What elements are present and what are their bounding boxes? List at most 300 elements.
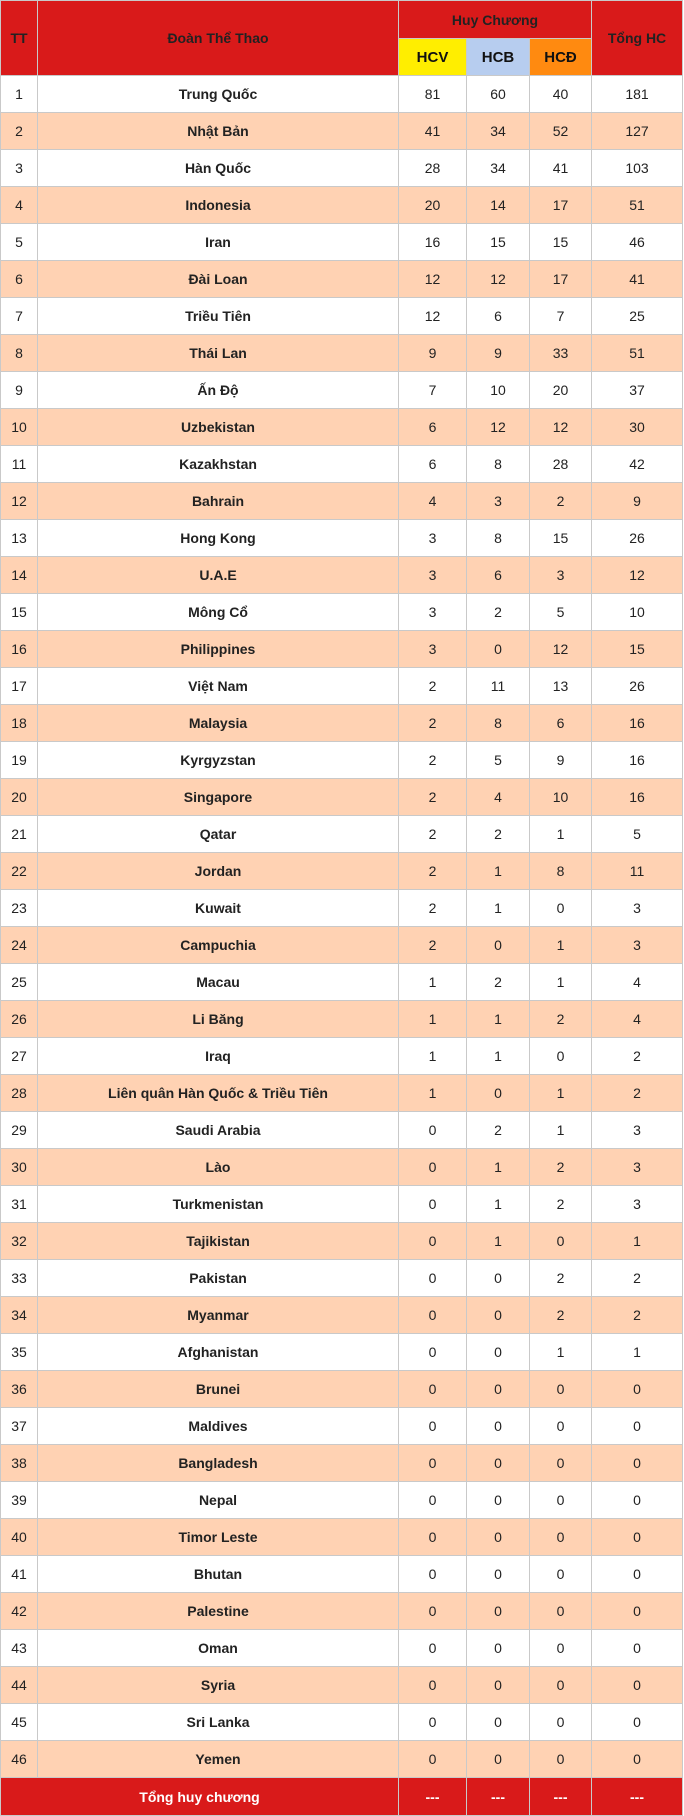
gold-count-cell: 0 bbox=[399, 1260, 467, 1297]
header-hcb: HCB bbox=[467, 39, 530, 76]
gold-count-cell: 20 bbox=[399, 187, 467, 224]
table-row bbox=[1, 187, 683, 224]
table-row bbox=[1, 1593, 683, 1630]
gold-count-cell: 1 bbox=[399, 964, 467, 1001]
team-name-cell: Myanmar bbox=[38, 1297, 399, 1334]
table-row bbox=[1, 705, 683, 742]
header-total: Tổng HC bbox=[592, 1, 683, 76]
bronze-count-cell: 13 bbox=[530, 668, 592, 705]
team-name-cell: Palestine bbox=[38, 1593, 399, 1630]
team-name-cell: Việt Nam bbox=[38, 668, 399, 705]
silver-count-cell: 60 bbox=[467, 76, 530, 113]
table-row bbox=[1, 76, 683, 113]
bronze-count-cell: 1 bbox=[530, 816, 592, 853]
bronze-count-cell: 2 bbox=[530, 483, 592, 520]
bronze-count-cell: 0 bbox=[530, 1704, 592, 1741]
silver-count-cell: 1 bbox=[467, 1223, 530, 1260]
rank-cell: 17 bbox=[1, 668, 38, 705]
table-row bbox=[1, 446, 683, 483]
gold-count-cell: 3 bbox=[399, 631, 467, 668]
team-name-cell: Brunei bbox=[38, 1371, 399, 1408]
rank-cell: 32 bbox=[1, 1223, 38, 1260]
silver-count-cell: 0 bbox=[467, 1482, 530, 1519]
table-row bbox=[1, 1519, 683, 1556]
bronze-count-cell: 0 bbox=[530, 1445, 592, 1482]
table-row bbox=[1, 1482, 683, 1519]
rank-cell: 36 bbox=[1, 1371, 38, 1408]
silver-count-cell: 0 bbox=[467, 1519, 530, 1556]
bronze-count-cell: 12 bbox=[530, 631, 592, 668]
silver-count-cell: 1 bbox=[467, 853, 530, 890]
total-count-cell: 16 bbox=[592, 779, 683, 816]
total-count-cell: 3 bbox=[592, 1149, 683, 1186]
bronze-count-cell: 52 bbox=[530, 113, 592, 150]
bronze-count-cell: 0 bbox=[530, 1556, 592, 1593]
team-name-cell: Liên quân Hàn Quốc & Triều Tiên bbox=[38, 1075, 399, 1112]
total-count-cell: 9 bbox=[592, 483, 683, 520]
total-count-cell: 30 bbox=[592, 409, 683, 446]
table-row bbox=[1, 742, 683, 779]
gold-count-cell: 0 bbox=[399, 1223, 467, 1260]
bronze-count-cell: 0 bbox=[530, 1630, 592, 1667]
team-name-cell: Syria bbox=[38, 1667, 399, 1704]
team-name-cell: Ấn Độ bbox=[38, 372, 399, 409]
gold-count-cell: 3 bbox=[399, 520, 467, 557]
rank-cell: 33 bbox=[1, 1260, 38, 1297]
silver-count-cell: 3 bbox=[467, 483, 530, 520]
silver-count-cell: 0 bbox=[467, 1260, 530, 1297]
table-row bbox=[1, 1556, 683, 1593]
rank-cell: 34 bbox=[1, 1297, 38, 1334]
bronze-count-cell: 0 bbox=[530, 1482, 592, 1519]
team-name-cell: Yemen bbox=[38, 1741, 399, 1778]
team-name-cell: Singapore bbox=[38, 779, 399, 816]
gold-count-cell: 2 bbox=[399, 816, 467, 853]
rank-cell: 35 bbox=[1, 1334, 38, 1371]
total-count-cell: 37 bbox=[592, 372, 683, 409]
header-medals: Huy Chương bbox=[399, 1, 592, 39]
gold-count-cell: 28 bbox=[399, 150, 467, 187]
silver-count-cell: 6 bbox=[467, 298, 530, 335]
table-row bbox=[1, 668, 683, 705]
gold-count-cell: 7 bbox=[399, 372, 467, 409]
table-row bbox=[1, 1704, 683, 1741]
bronze-count-cell: 6 bbox=[530, 705, 592, 742]
table-row bbox=[1, 1112, 683, 1149]
table-row bbox=[1, 890, 683, 927]
gold-count-cell: 2 bbox=[399, 668, 467, 705]
team-name-cell: Kuwait bbox=[38, 890, 399, 927]
total-count-cell: 41 bbox=[592, 261, 683, 298]
bronze-count-cell: 8 bbox=[530, 853, 592, 890]
bronze-count-cell: 1 bbox=[530, 1112, 592, 1149]
total-count-cell: 25 bbox=[592, 298, 683, 335]
rank-cell: 5 bbox=[1, 224, 38, 261]
table-row bbox=[1, 631, 683, 668]
team-name-cell: Kazakhstan bbox=[38, 446, 399, 483]
table-row bbox=[1, 779, 683, 816]
gold-count-cell: 0 bbox=[399, 1186, 467, 1223]
silver-count-cell: 0 bbox=[467, 1741, 530, 1778]
table-row bbox=[1, 1223, 683, 1260]
silver-count-cell: 15 bbox=[467, 224, 530, 261]
gold-count-cell: 2 bbox=[399, 705, 467, 742]
total-count-cell: 0 bbox=[592, 1556, 683, 1593]
team-name-cell: Sri Lanka bbox=[38, 1704, 399, 1741]
silver-count-cell: 12 bbox=[467, 261, 530, 298]
total-count-cell: 0 bbox=[592, 1445, 683, 1482]
footer-hcb: --- bbox=[467, 1778, 530, 1816]
silver-count-cell: 0 bbox=[467, 1371, 530, 1408]
rank-cell: 16 bbox=[1, 631, 38, 668]
silver-count-cell: 0 bbox=[467, 1297, 530, 1334]
table-row bbox=[1, 520, 683, 557]
bronze-count-cell: 0 bbox=[530, 1408, 592, 1445]
footer-hcv: --- bbox=[399, 1778, 467, 1816]
rank-cell: 20 bbox=[1, 779, 38, 816]
table-row bbox=[1, 483, 683, 520]
total-count-cell: 42 bbox=[592, 446, 683, 483]
table-row bbox=[1, 1038, 683, 1075]
rank-cell: 12 bbox=[1, 483, 38, 520]
silver-count-cell: 34 bbox=[467, 150, 530, 187]
rank-cell: 44 bbox=[1, 1667, 38, 1704]
gold-count-cell: 0 bbox=[399, 1408, 467, 1445]
silver-count-cell: 5 bbox=[467, 742, 530, 779]
team-name-cell: Trung Quốc bbox=[38, 76, 399, 113]
team-name-cell: Lào bbox=[38, 1149, 399, 1186]
gold-count-cell: 2 bbox=[399, 779, 467, 816]
header-team: Đoàn Thể Thao bbox=[38, 1, 399, 76]
team-name-cell: Iran bbox=[38, 224, 399, 261]
total-count-cell: 2 bbox=[592, 1038, 683, 1075]
total-count-cell: 103 bbox=[592, 150, 683, 187]
total-count-cell: 16 bbox=[592, 742, 683, 779]
gold-count-cell: 0 bbox=[399, 1556, 467, 1593]
team-name-cell: Triều Tiên bbox=[38, 298, 399, 335]
table-row bbox=[1, 372, 683, 409]
silver-count-cell: 11 bbox=[467, 668, 530, 705]
rank-cell: 40 bbox=[1, 1519, 38, 1556]
total-count-cell: 26 bbox=[592, 668, 683, 705]
total-count-cell: 1 bbox=[592, 1334, 683, 1371]
table-row bbox=[1, 261, 683, 298]
silver-count-cell: 1 bbox=[467, 1038, 530, 1075]
silver-count-cell: 0 bbox=[467, 631, 530, 668]
table-row bbox=[1, 927, 683, 964]
gold-count-cell: 12 bbox=[399, 298, 467, 335]
rank-cell: 3 bbox=[1, 150, 38, 187]
footer-hcd: --- bbox=[530, 1778, 592, 1816]
table-row bbox=[1, 150, 683, 187]
bronze-count-cell: 0 bbox=[530, 1371, 592, 1408]
table-row bbox=[1, 1260, 683, 1297]
total-count-cell: 12 bbox=[592, 557, 683, 594]
gold-count-cell: 0 bbox=[399, 1667, 467, 1704]
rank-cell: 8 bbox=[1, 335, 38, 372]
header-hcd: HCĐ bbox=[530, 39, 592, 76]
rank-cell: 21 bbox=[1, 816, 38, 853]
silver-count-cell: 8 bbox=[467, 705, 530, 742]
silver-count-cell: 1 bbox=[467, 1149, 530, 1186]
team-name-cell: Mông Cổ bbox=[38, 594, 399, 631]
bronze-count-cell: 0 bbox=[530, 1593, 592, 1630]
silver-count-cell: 12 bbox=[467, 409, 530, 446]
total-count-cell: 4 bbox=[592, 1001, 683, 1038]
bronze-count-cell: 12 bbox=[530, 409, 592, 446]
rank-cell: 30 bbox=[1, 1149, 38, 1186]
total-count-cell: 0 bbox=[592, 1667, 683, 1704]
table-row bbox=[1, 1630, 683, 1667]
bronze-count-cell: 5 bbox=[530, 594, 592, 631]
silver-count-cell: 0 bbox=[467, 1556, 530, 1593]
total-count-cell: 2 bbox=[592, 1075, 683, 1112]
gold-count-cell: 2 bbox=[399, 853, 467, 890]
gold-count-cell: 0 bbox=[399, 1630, 467, 1667]
gold-count-cell: 16 bbox=[399, 224, 467, 261]
rank-cell: 41 bbox=[1, 1556, 38, 1593]
team-name-cell: Bangladesh bbox=[38, 1445, 399, 1482]
silver-count-cell: 1 bbox=[467, 1001, 530, 1038]
team-name-cell: Malaysia bbox=[38, 705, 399, 742]
silver-count-cell: 0 bbox=[467, 1408, 530, 1445]
team-name-cell: Nepal bbox=[38, 1482, 399, 1519]
table-row bbox=[1, 335, 683, 372]
table-row bbox=[1, 1741, 683, 1778]
team-name-cell: U.A.E bbox=[38, 557, 399, 594]
team-name-cell: Timor Leste bbox=[38, 1519, 399, 1556]
rank-cell: 1 bbox=[1, 76, 38, 113]
bronze-count-cell: 41 bbox=[530, 150, 592, 187]
silver-count-cell: 14 bbox=[467, 187, 530, 224]
bronze-count-cell: 2 bbox=[530, 1186, 592, 1223]
bronze-count-cell: 28 bbox=[530, 446, 592, 483]
rank-cell: 14 bbox=[1, 557, 38, 594]
team-name-cell: Hàn Quốc bbox=[38, 150, 399, 187]
rank-cell: 9 bbox=[1, 372, 38, 409]
team-name-cell: Uzbekistan bbox=[38, 409, 399, 446]
table-body bbox=[1, 76, 683, 1778]
gold-count-cell: 9 bbox=[399, 335, 467, 372]
bronze-count-cell: 17 bbox=[530, 187, 592, 224]
bronze-count-cell: 0 bbox=[530, 1741, 592, 1778]
total-count-cell: 51 bbox=[592, 335, 683, 372]
team-name-cell: Pakistan bbox=[38, 1260, 399, 1297]
rank-cell: 31 bbox=[1, 1186, 38, 1223]
team-name-cell: Bhutan bbox=[38, 1556, 399, 1593]
silver-count-cell: 2 bbox=[467, 964, 530, 1001]
bronze-count-cell: 20 bbox=[530, 372, 592, 409]
total-count-cell: 46 bbox=[592, 224, 683, 261]
silver-count-cell: 2 bbox=[467, 1112, 530, 1149]
team-name-cell: Jordan bbox=[38, 853, 399, 890]
bronze-count-cell: 17 bbox=[530, 261, 592, 298]
total-count-cell: 0 bbox=[592, 1519, 683, 1556]
rank-cell: 19 bbox=[1, 742, 38, 779]
gold-count-cell: 0 bbox=[399, 1704, 467, 1741]
silver-count-cell: 1 bbox=[467, 1186, 530, 1223]
table-row bbox=[1, 1667, 683, 1704]
table-row bbox=[1, 1334, 683, 1371]
table-row bbox=[1, 594, 683, 631]
silver-count-cell: 1 bbox=[467, 890, 530, 927]
bronze-count-cell: 1 bbox=[530, 964, 592, 1001]
bronze-count-cell: 15 bbox=[530, 520, 592, 557]
table-footer bbox=[1, 1778, 683, 1816]
rank-cell: 26 bbox=[1, 1001, 38, 1038]
table-row bbox=[1, 853, 683, 890]
gold-count-cell: 0 bbox=[399, 1519, 467, 1556]
bronze-count-cell: 0 bbox=[530, 890, 592, 927]
header-hcv: HCV bbox=[399, 39, 467, 76]
silver-count-cell: 8 bbox=[467, 446, 530, 483]
total-count-cell: 26 bbox=[592, 520, 683, 557]
bronze-count-cell: 0 bbox=[530, 1667, 592, 1704]
team-name-cell: Macau bbox=[38, 964, 399, 1001]
header-tt: TT bbox=[1, 1, 38, 76]
total-count-cell: 3 bbox=[592, 927, 683, 964]
total-count-cell: 16 bbox=[592, 705, 683, 742]
bronze-count-cell: 40 bbox=[530, 76, 592, 113]
gold-count-cell: 0 bbox=[399, 1482, 467, 1519]
table-row bbox=[1, 1408, 683, 1445]
silver-count-cell: 0 bbox=[467, 1445, 530, 1482]
silver-count-cell: 34 bbox=[467, 113, 530, 150]
total-count-cell: 2 bbox=[592, 1297, 683, 1334]
total-count-cell: 0 bbox=[592, 1593, 683, 1630]
gold-count-cell: 3 bbox=[399, 594, 467, 631]
rank-cell: 43 bbox=[1, 1630, 38, 1667]
gold-count-cell: 0 bbox=[399, 1297, 467, 1334]
rank-cell: 27 bbox=[1, 1038, 38, 1075]
silver-count-cell: 9 bbox=[467, 335, 530, 372]
bronze-count-cell: 2 bbox=[530, 1149, 592, 1186]
silver-count-cell: 0 bbox=[467, 1075, 530, 1112]
gold-count-cell: 4 bbox=[399, 483, 467, 520]
rank-cell: 28 bbox=[1, 1075, 38, 1112]
rank-cell: 6 bbox=[1, 261, 38, 298]
silver-count-cell: 0 bbox=[467, 1667, 530, 1704]
rank-cell: 10 bbox=[1, 409, 38, 446]
bronze-count-cell: 1 bbox=[530, 1334, 592, 1371]
total-count-cell: 3 bbox=[592, 890, 683, 927]
silver-count-cell: 0 bbox=[467, 1593, 530, 1630]
total-count-cell: 0 bbox=[592, 1630, 683, 1667]
team-name-cell: Nhật Bản bbox=[38, 113, 399, 150]
silver-count-cell: 0 bbox=[467, 927, 530, 964]
gold-count-cell: 2 bbox=[399, 890, 467, 927]
table-header bbox=[1, 1, 683, 76]
rank-cell: 13 bbox=[1, 520, 38, 557]
total-count-cell: 0 bbox=[592, 1741, 683, 1778]
table-row bbox=[1, 964, 683, 1001]
gold-count-cell: 6 bbox=[399, 409, 467, 446]
bronze-count-cell: 10 bbox=[530, 779, 592, 816]
gold-count-cell: 2 bbox=[399, 742, 467, 779]
rank-cell: 24 bbox=[1, 927, 38, 964]
gold-count-cell: 2 bbox=[399, 927, 467, 964]
table-row bbox=[1, 1001, 683, 1038]
rank-cell: 38 bbox=[1, 1445, 38, 1482]
team-name-cell: Maldives bbox=[38, 1408, 399, 1445]
total-count-cell: 10 bbox=[592, 594, 683, 631]
bronze-count-cell: 0 bbox=[530, 1038, 592, 1075]
gold-count-cell: 0 bbox=[399, 1149, 467, 1186]
gold-count-cell: 41 bbox=[399, 113, 467, 150]
gold-count-cell: 1 bbox=[399, 1075, 467, 1112]
gold-count-cell: 0 bbox=[399, 1112, 467, 1149]
rank-cell: 29 bbox=[1, 1112, 38, 1149]
bronze-count-cell: 2 bbox=[530, 1297, 592, 1334]
rank-cell: 22 bbox=[1, 853, 38, 890]
table-row bbox=[1, 1149, 683, 1186]
total-count-cell: 0 bbox=[592, 1371, 683, 1408]
gold-count-cell: 0 bbox=[399, 1593, 467, 1630]
total-count-cell: 4 bbox=[592, 964, 683, 1001]
rank-cell: 7 bbox=[1, 298, 38, 335]
table-row bbox=[1, 1297, 683, 1334]
team-name-cell: Qatar bbox=[38, 816, 399, 853]
total-count-cell: 127 bbox=[592, 113, 683, 150]
total-count-cell: 1 bbox=[592, 1223, 683, 1260]
gold-count-cell: 1 bbox=[399, 1001, 467, 1038]
total-count-cell: 0 bbox=[592, 1704, 683, 1741]
gold-count-cell: 1 bbox=[399, 1038, 467, 1075]
gold-count-cell: 0 bbox=[399, 1334, 467, 1371]
bronze-count-cell: 0 bbox=[530, 1519, 592, 1556]
bronze-count-cell: 33 bbox=[530, 335, 592, 372]
rank-cell: 37 bbox=[1, 1408, 38, 1445]
silver-count-cell: 10 bbox=[467, 372, 530, 409]
total-count-cell: 11 bbox=[592, 853, 683, 890]
team-name-cell: Philippines bbox=[38, 631, 399, 668]
total-count-cell: 3 bbox=[592, 1112, 683, 1149]
footer-total: --- bbox=[592, 1778, 683, 1816]
total-count-cell: 0 bbox=[592, 1482, 683, 1519]
bronze-count-cell: 9 bbox=[530, 742, 592, 779]
team-name-cell: Oman bbox=[38, 1630, 399, 1667]
silver-count-cell: 2 bbox=[467, 594, 530, 631]
silver-count-cell: 2 bbox=[467, 816, 530, 853]
total-count-cell: 3 bbox=[592, 1186, 683, 1223]
total-count-cell: 15 bbox=[592, 631, 683, 668]
table-row bbox=[1, 816, 683, 853]
table-row bbox=[1, 1186, 683, 1223]
rank-cell: 42 bbox=[1, 1593, 38, 1630]
silver-count-cell: 8 bbox=[467, 520, 530, 557]
table-row bbox=[1, 1075, 683, 1112]
table-row bbox=[1, 1445, 683, 1482]
table-row bbox=[1, 224, 683, 261]
team-name-cell: Li Băng bbox=[38, 1001, 399, 1038]
bronze-count-cell: 3 bbox=[530, 557, 592, 594]
rank-cell: 4 bbox=[1, 187, 38, 224]
team-name-cell: Kyrgyzstan bbox=[38, 742, 399, 779]
bronze-count-cell: 0 bbox=[530, 1223, 592, 1260]
gold-count-cell: 12 bbox=[399, 261, 467, 298]
bronze-count-cell: 15 bbox=[530, 224, 592, 261]
team-name-cell: Bahrain bbox=[38, 483, 399, 520]
bronze-count-cell: 2 bbox=[530, 1260, 592, 1297]
table-row bbox=[1, 409, 683, 446]
team-name-cell: Campuchia bbox=[38, 927, 399, 964]
bronze-count-cell: 1 bbox=[530, 1075, 592, 1112]
table-row bbox=[1, 1371, 683, 1408]
silver-count-cell: 6 bbox=[467, 557, 530, 594]
gold-count-cell: 3 bbox=[399, 557, 467, 594]
silver-count-cell: 4 bbox=[467, 779, 530, 816]
team-name-cell: Indonesia bbox=[38, 187, 399, 224]
